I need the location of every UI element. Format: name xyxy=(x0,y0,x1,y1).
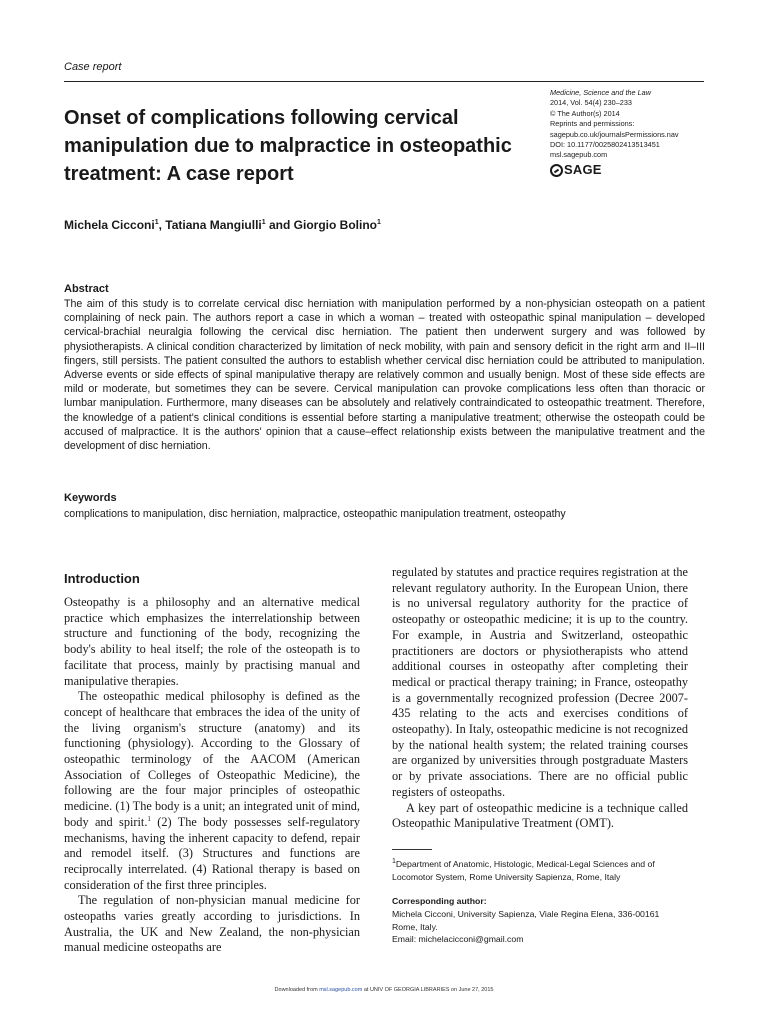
body-column-right xyxy=(392,565,688,832)
affiliation-footnote xyxy=(392,858,692,883)
author-list xyxy=(64,218,381,232)
affiliation-mark: 1 xyxy=(392,858,396,866)
keywords-heading: Keywords xyxy=(64,492,117,504)
body-paragraph: The regulation of non-physician manual medicine for osteopaths varies greatly according to jurisdictions. In Australia, the UK and New Zealand, the non-physician manual medicine osteopaths are xyxy=(64,893,360,955)
article-title: Onset of complications following cervical manipulation due to malpractice in osteopathic treatment: A case report xyxy=(64,107,512,185)
corresponding-email[interactable]: Email: michelacicconi@gmail.com xyxy=(392,934,524,945)
header-rule xyxy=(64,81,704,82)
copyright-line: © The Author(s) 2014 xyxy=(550,108,620,118)
body-paragraph: regulated by statutes and practice requires registration at the relevant regulatory authority. In the European Union, there is no universal regulatory authority for the practice of osteopathy or osteopathic medicine; it is up to the country. For example, in Austria and Switzerland, osteopathic practitioners are doctors or physiotherapists who attend additional courses in osteopathy after completing their medical or practical therapy training; in France, osteopathy is a governmentally recognized profession (Decree 2007-435 relating to the acts and exercises conditions of osteopathy). In Italy, osteopathic medicine is not recognized by the national health system; the related training courses are organized by universities through postgraduate Masters or by private associations. There are no official public registers of osteopaths. xyxy=(392,565,688,799)
author-name: Giorgio Bolino xyxy=(293,218,377,232)
sage-logo-icon xyxy=(550,164,563,177)
keywords-text: complications to manipulation, disc herniation, malpractice, osteopathic manipulation treatment, osteopathy xyxy=(64,508,566,520)
corresponding-line: Rome, Italy. xyxy=(392,921,438,932)
author-affiliation-mark: 1 xyxy=(261,219,266,226)
volume-line: 2014, Vol. 54(4) 230–233 xyxy=(550,98,632,108)
body-paragraph: A key part of osteopathic medicine is a technique called Osteopathic Manipulative Treatment (OMT). xyxy=(392,800,688,831)
author-name: Michela Cicconi xyxy=(64,218,155,232)
body-paragraph xyxy=(64,689,360,893)
affiliation-text: Department of Anatomic, Histologic, Medical-Legal Sciences and of Locomotor System, Rome University Sapienza, Rome, Italy xyxy=(392,859,655,882)
abstract-text: The aim of this study is to correlate cervical disc herniation with manipulation performed by a non-physician osteopath on a patient complaining of neck pain. The authors report a case in which a woman – treated with osteopathic spinal manipulation – developed cervical-brachial neuralgia following the cervical disc herniation. The patient then underwent surgery and was followed by physiotherapists. A clinical condition characterized by limitation of neck mobility, with pain and sensory deficit in the right arm and II–III fingers, still persists. The patient consulted the authors to establish whether cervical disc herniation could be attributed to manipulation. Adverse events or side effects of spinal manipulative therapy are relatively common and usually benign. Most of these side effects are mild or moderate, but sometimes they can be severe. Cervical manipulation can provoke complications less often than thoracic or lumbar manipulation. Furthermore, many diseases can be absolutely and relatively contraindicated to osteopathic treatment. Therefore, the knowledge of a patient's clinical conditions is essential before starting a manipulative treatment; otherwise the osteopath could be accused of malpractice. It is the authors' opinion that a cause–effect relationship exists between the manipulative treatment and the development of disc herniation. xyxy=(64,298,705,453)
abstract-heading: Abstract xyxy=(64,283,109,295)
author-affiliation-mark: 1 xyxy=(154,219,159,226)
permissions-link[interactable]: sagepub.co.uk/journalsPermissions.nav xyxy=(550,129,679,139)
download-link[interactable]: msl.sagepub.com xyxy=(319,987,363,993)
introduction-heading: Introduction xyxy=(64,571,140,586)
corresponding-author-heading: Corresponding author: xyxy=(392,896,487,906)
paragraph-text: The osteopathic medical philosophy is defined as the concept of healthcare that embraces the idea of the unity of the living organism's structure (anatomy) and its functioning (physiology). According to the Glossary of osteopathic terminology of the AACOM (American Association of Colleges of Osteopathic Medicine), the following are the four major principles of osteopathic medicine. (1) The body is a unit; an integrated unit of mind, body and spirit. xyxy=(64,689,360,829)
doi-line[interactable]: DOI: 10.1177/0025802413513451 xyxy=(550,140,660,150)
section-label: Case report xyxy=(64,61,122,73)
body-paragraph: Osteopathy is a philosophy and an alternative medical practice which emphasizes the interrelationship between structure and functioning of the body, recognizing the body's ability to heal itself; the role of the osteopath is to facilitate that process, mainly by practising manual and manipulative therapies. xyxy=(64,595,360,688)
download-notice xyxy=(0,987,768,993)
journal-info xyxy=(550,88,725,177)
journal-name: Medicine, Science and the Law xyxy=(550,88,652,97)
author-affiliation-mark: 1 xyxy=(376,219,381,226)
footnote-rule xyxy=(392,849,432,850)
corresponding-line: Michela Cicconi, University Sapienza, Viale Regina Elena, 336-00161 xyxy=(392,909,660,919)
download-prefix: Downloaded from xyxy=(274,987,320,993)
reprints-line: Reprints and permissions: xyxy=(550,119,635,129)
journal-site-link[interactable]: msl.sagepub.com xyxy=(550,150,608,160)
sage-logo-text: SAGE xyxy=(564,162,602,178)
citation-ref[interactable]: 1 xyxy=(147,814,151,823)
author-separator: and xyxy=(265,218,294,232)
corresponding-author xyxy=(392,908,692,946)
download-suffix: at UNIV OF GEORGIA LIBRARIES on June 27, 2015 xyxy=(362,987,494,993)
author-separator: , xyxy=(158,218,166,232)
sage-logo xyxy=(550,164,725,177)
author-name: Tatiana Mangiulli xyxy=(165,218,262,232)
paragraph-text: (2) The body possesses self-regulatory mechanisms, having the inherent capacity to defend, repair and remodel itself. (3) Structures and functions are reciprocally interrelated. (4) Rational therapy is based on consideration of the first three principles. xyxy=(64,814,360,892)
body-column-left xyxy=(64,595,360,956)
